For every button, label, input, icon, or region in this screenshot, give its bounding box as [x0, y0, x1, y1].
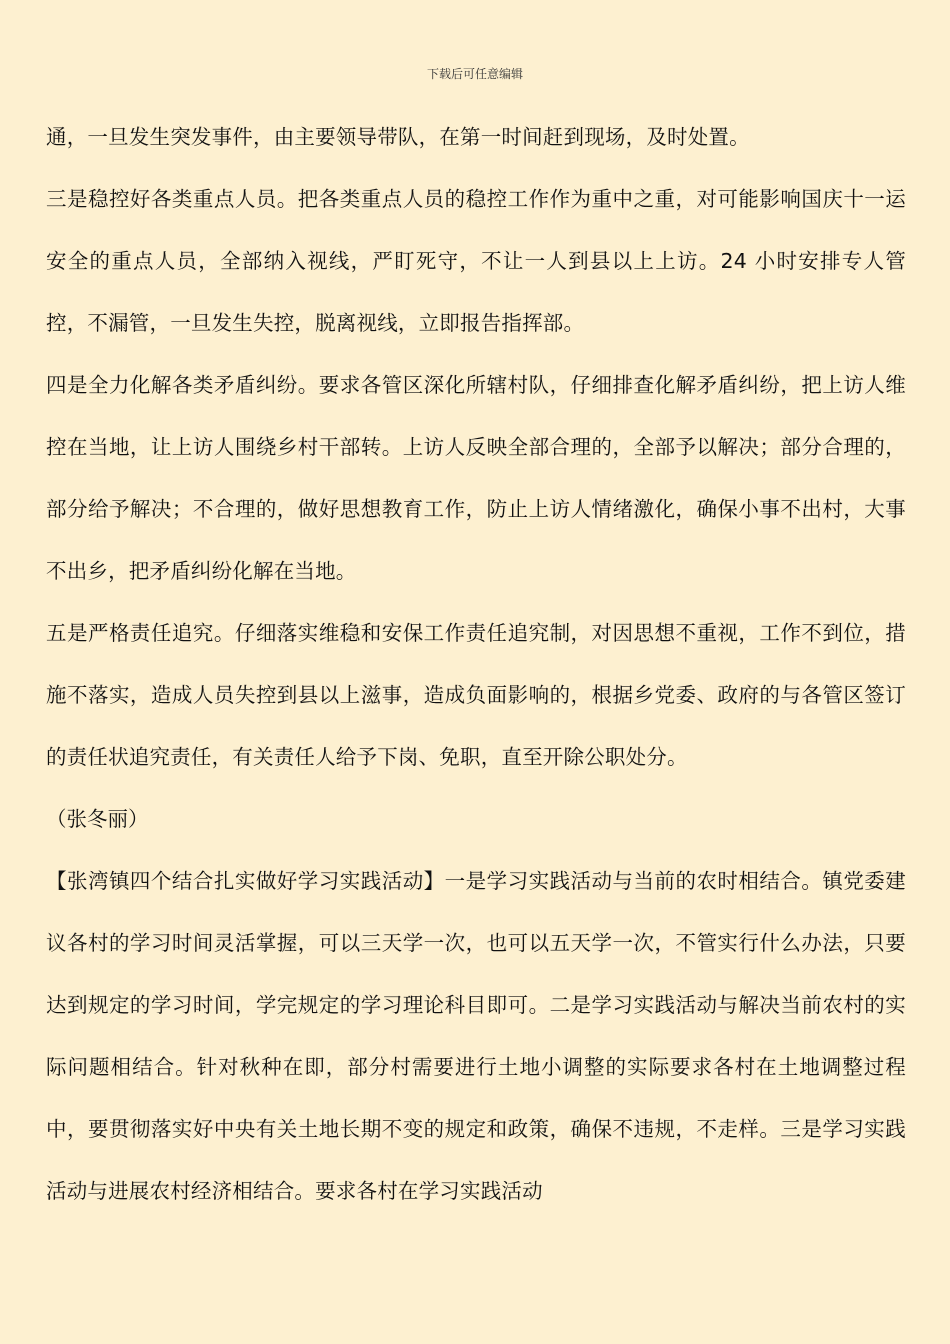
paragraph-item-five: 五是严格责任追究。仔细落实维稳和安保工作责任追究制，对因思想不重视，工作不到位，措施不落实，造成人员失控到县以上滋事，造成负面影响的，根据乡党委、政府的与各管区签订的责任状追究责任，有关责任人给予下岗、免职，直至开除公职处分。: [46, 621, 906, 769]
paragraph-continuation: 通，一旦发生突发事件，由主要领导带队，在第一时间赶到现场，及时处置。: [46, 125, 750, 149]
paragraph-zhangwan-article: 【张湾镇四个结合扎实做好学习实践活动】一是学习实践活动与当前的农时相结合。镇党委建议各村的学习时间灵活掌握，可以三天学一次，也可以五天学一次，不管实行什么办法，只要达到规定的学习时间，学完规定的学习理论科目即可。二是学习实践活动与解决当前农村的实际问题相结合。针对秋种在即，部分村需要进行土地小调整的实际要求各村在土地调整过程中，要贯彻落实好中央有关土地长期不变的规定和政策，确保不违规，不走样。三是学习实践活动与进展农村经济相结合。要求各村在学习实践活动: [46, 869, 906, 1203]
paragraph-item-three: 三是稳控好各类重点人员。把各类重点人员的稳控工作作为重中之重，对可能影响国庆十一运安全的重点人员，全部纳入视线，严盯死守，不让一人到县以上上访。24 小时安排专人管控，不漏管，一旦发生失控，脱离视线，立即报告指挥部。: [46, 187, 906, 335]
author-signature: （张冬丽）: [46, 807, 149, 831]
document-body: [46, 106, 906, 1222]
paragraph-item-four: 四是全力化解各类矛盾纠纷。要求各管区深化所辖村队，仔细排查化解矛盾纠纷，把上访人维控在当地，让上访人围绕乡村干部转。上访人反映全部合理的，全部予以解决；部分合理的，部分给予解决；不合理的，做好思想教育工作，防止上访人情绪激化，确保小事不出村，大事不出乡，把矛盾纠纷化解在当地。: [46, 373, 906, 583]
header-note: 下载后可任意编辑: [426, 67, 523, 81]
